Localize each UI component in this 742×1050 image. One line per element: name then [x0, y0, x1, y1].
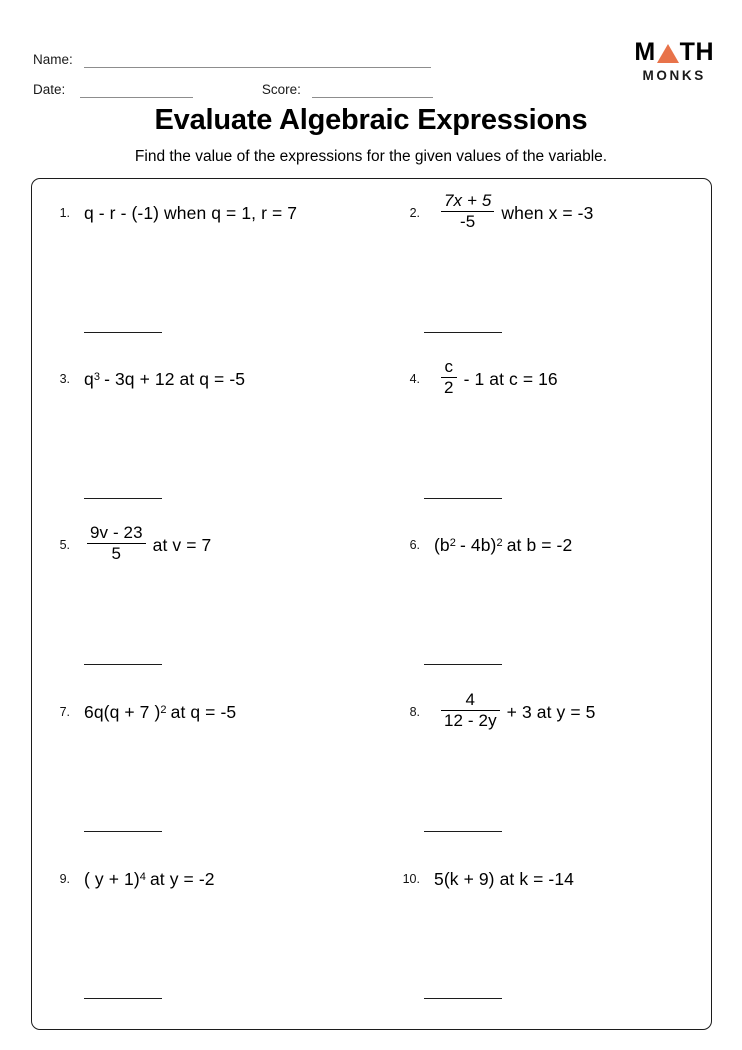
logo-letter-m: M	[634, 38, 656, 66]
problem-line	[32, 684, 372, 740]
problem-item-7	[32, 684, 372, 851]
problem-expression	[438, 193, 593, 233]
page-subtitle: Find the value of the expressions for the given values of the variable.	[134, 148, 608, 165]
problem-line	[372, 351, 712, 407]
problem-line	[32, 517, 372, 573]
problem-number: 8.	[409, 705, 420, 719]
answer-line[interactable]	[84, 831, 162, 832]
fraction-denominator: -5	[441, 211, 494, 232]
problem-line	[32, 351, 372, 407]
logo-letters-th: TH	[679, 38, 714, 66]
problem-number: 10.	[402, 872, 420, 886]
expr-prefix: ( y + 1)	[84, 868, 140, 889]
problem-expression	[84, 203, 297, 224]
expr-text: q - r - (-1) when q = 1, r = 7	[84, 202, 298, 223]
score-label: Score:	[261, 82, 301, 97]
problem-expression	[438, 692, 595, 732]
problems-container	[31, 178, 712, 1030]
problem-item-9	[32, 851, 372, 1018]
problem-number: 2.	[409, 206, 420, 220]
name-input-line[interactable]	[84, 55, 431, 68]
problem-line	[372, 185, 712, 241]
expr-prefix: 6q(q + 7 )	[84, 701, 161, 722]
expr-prefix: (b	[434, 534, 450, 555]
expr-text: 5(k + 9) at k = -14	[434, 868, 575, 889]
problem-item-2	[372, 185, 712, 352]
expr-rest: at q = -5	[170, 701, 237, 722]
fraction	[441, 358, 457, 398]
problem-expression: 6q(q + 7 ) $^2$ at q = -5	[84, 701, 237, 722]
problem-item-8	[372, 684, 712, 851]
score-input-line[interactable]	[312, 85, 433, 98]
answer-line[interactable]	[424, 664, 502, 665]
logo-wordmark-top	[634, 40, 714, 65]
problem-number: 9.	[59, 872, 70, 886]
fraction-numerator: c	[444, 357, 454, 377]
fraction	[441, 691, 500, 731]
page-title: Evaluate Algebraic Expressions	[154, 104, 588, 136]
problem-item-4	[372, 351, 712, 518]
expr-rest: at b = -2	[506, 534, 573, 555]
problem-item-5	[32, 517, 372, 684]
date-input-line[interactable]	[80, 85, 193, 98]
triangle-icon	[657, 44, 679, 63]
answer-line[interactable]	[84, 998, 162, 999]
fraction-denominator: 5	[87, 543, 146, 564]
answer-line[interactable]	[84, 332, 162, 333]
expr-base: q	[84, 368, 94, 389]
problem-number: 4.	[409, 372, 420, 386]
expr-suffix: - 1 at c = 16	[463, 368, 558, 389]
fraction-denominator: 2	[441, 377, 457, 398]
problem-item-1	[32, 185, 372, 352]
answer-line[interactable]	[424, 831, 502, 832]
problem-expression	[84, 525, 211, 565]
expr-middle: - 4b)	[459, 534, 497, 555]
problem-item-6	[372, 517, 712, 684]
answer-line[interactable]	[84, 664, 162, 665]
fraction	[87, 524, 146, 564]
problem-item-3	[32, 351, 372, 518]
fraction-denominator: 12 - 2y	[441, 710, 500, 731]
fraction-numerator: 4	[465, 690, 476, 710]
problem-item-10	[372, 851, 712, 1018]
answer-line[interactable]	[424, 498, 502, 499]
fraction-numerator: 7x + 5	[444, 191, 492, 211]
answer-line[interactable]	[424, 998, 502, 999]
logo-wordmark-bottom: MONKS	[642, 68, 706, 83]
expr-suffix: at v = 7	[152, 534, 212, 555]
mathmonks-logo	[634, 40, 714, 83]
expr-suffix: + 3 at y = 5	[506, 701, 596, 722]
problem-line	[32, 185, 372, 241]
expr-rest: - 3q + 12 at q = -5	[104, 368, 246, 389]
answer-line[interactable]	[424, 332, 502, 333]
problem-number: 7.	[59, 705, 70, 719]
name-row	[33, 42, 433, 68]
problem-line	[372, 684, 712, 740]
problem-number: 1.	[59, 206, 70, 220]
problem-expression: q $^3$ - 3q + 12 at q = -5	[84, 368, 246, 389]
problem-line	[32, 851, 372, 907]
problem-number: 3.	[59, 372, 70, 386]
date-label: Date:	[33, 82, 66, 97]
name-label: Name:	[33, 52, 73, 67]
problem-expression: (b $^2$ - 4b) $^2$ at b = -2	[434, 534, 573, 555]
expr-suffix: when x = -3	[501, 202, 594, 223]
date-score-row	[33, 72, 433, 98]
answer-line[interactable]	[84, 498, 162, 499]
problem-expression: ( y + 1) $^4$ at y = -2	[84, 868, 215, 889]
fraction	[441, 192, 494, 232]
problem-number: 5.	[59, 538, 70, 552]
fraction-numerator: 9v - 23	[90, 523, 143, 543]
problem-expression	[434, 869, 574, 890]
expr-rest: at y = -2	[149, 868, 215, 889]
problems-grid	[32, 179, 711, 1029]
problem-line	[372, 517, 712, 573]
problem-line	[372, 851, 712, 907]
problem-number: 6.	[409, 538, 420, 552]
problem-expression	[438, 359, 558, 399]
worksheet-meta-fields	[33, 42, 433, 98]
